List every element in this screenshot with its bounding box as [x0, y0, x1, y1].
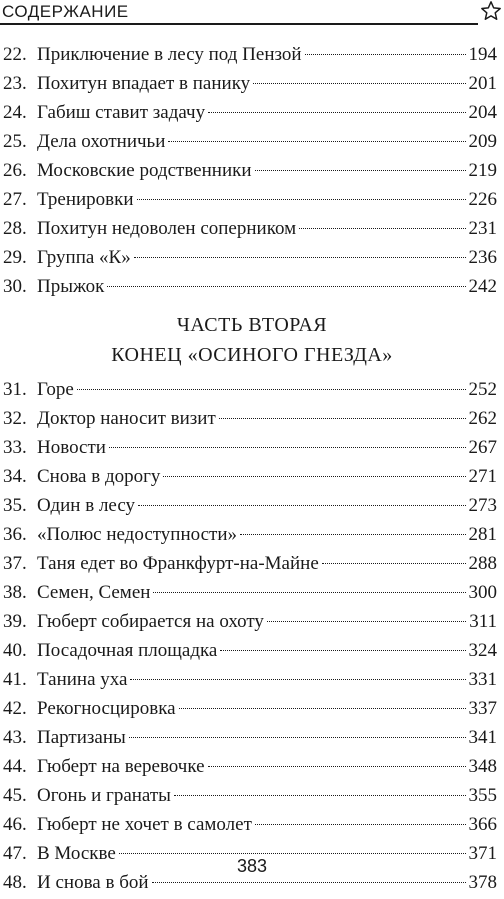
chapter-number: 32. [3, 408, 27, 429]
dot-leader [299, 228, 465, 229]
dot-leader [174, 795, 466, 796]
chapter-title: Габиш ставит задачу [37, 102, 206, 123]
chapter-page-number: 331 [468, 669, 497, 690]
chapter-number: 29. [3, 247, 27, 268]
chapter-title: Снова в дорогу [37, 466, 161, 487]
chapter-title: Новости [37, 437, 106, 458]
chapter-title: Посадочная площадка [37, 640, 218, 661]
chapter-page-number: 337 [468, 698, 497, 719]
chapter-number: 36. [3, 524, 27, 545]
toc-entry [0, 127, 504, 156]
chapter-title: Гюберт на веревочке [37, 756, 205, 777]
dot-leader [163, 476, 465, 477]
chapter-number: 37. [3, 553, 27, 574]
header-title: СОДЕРЖАНИЕ [2, 2, 129, 21]
chapter-number: 35. [3, 495, 27, 516]
toc-entry [0, 781, 504, 810]
toc-entry [0, 520, 504, 549]
chapter-number: 39. [3, 611, 27, 632]
part-two-title: ЧАСТЬ ВТОРАЯ [176, 314, 328, 336]
chapter-title: Партизаны [37, 727, 126, 748]
toc-list-part-two [0, 375, 504, 897]
chapter-title: Похитун недоволен соперником [37, 218, 297, 239]
chapter-title: Похитун впадает в панику [37, 73, 251, 94]
chapter-number: 27. [3, 189, 27, 210]
chapter-number: 42. [3, 698, 27, 719]
chapter-title: Гюберт собирается на охоту [37, 611, 264, 632]
chapter-title: В Москве [37, 843, 116, 864]
chapter-number: 31. [3, 379, 27, 400]
chapter-page-number: 273 [468, 495, 497, 516]
chapter-page-number: 219 [468, 160, 497, 181]
chapter-title: Танина уха [37, 669, 128, 690]
toc-entry [0, 810, 504, 839]
chapter-number: 23. [3, 73, 27, 94]
chapter-title: Рекогносцировка [37, 698, 176, 719]
chapter-title: Горе [37, 379, 74, 400]
chapter-number: 22. [3, 44, 27, 65]
chapter-page-number: 262 [468, 408, 497, 429]
toc-entry [0, 549, 504, 578]
chapter-number: 38. [3, 582, 27, 603]
star-outline-icon [480, 0, 502, 22]
chapter-page-number: 311 [469, 611, 497, 632]
toc-entry [0, 214, 504, 243]
chapter-title: Дела охотничьи [37, 131, 166, 152]
dot-leader [137, 199, 466, 200]
chapter-number: 26. [3, 160, 27, 181]
dot-leader [305, 54, 466, 55]
chapter-number: 24. [3, 102, 27, 123]
dot-leader [77, 389, 466, 390]
chapter-page-number: 281 [468, 524, 497, 545]
toc-entry [0, 375, 504, 404]
dot-leader [219, 418, 466, 419]
toc-entry [0, 752, 504, 781]
chapter-page-number: 366 [468, 814, 497, 835]
chapter-page-number: 242 [468, 276, 497, 297]
chapter-page-number: 209 [468, 131, 497, 152]
dot-leader [129, 737, 466, 738]
toc-list-part-one [0, 40, 504, 301]
dot-leader [322, 563, 466, 564]
chapter-title: Огонь и гранаты [37, 785, 171, 806]
chapter-number: 25. [3, 131, 27, 152]
chapter-page-number: 355 [468, 785, 497, 806]
chapter-number: 44. [3, 756, 27, 777]
dot-leader [267, 621, 466, 622]
part-two-heading [0, 310, 504, 370]
chapter-page-number: 288 [468, 553, 497, 574]
dot-leader [134, 257, 466, 258]
dot-leader [168, 141, 465, 142]
dot-leader [109, 447, 466, 448]
toc-entry [0, 156, 504, 185]
chapter-title: Таня едет во Франкфурт-на-Майне [37, 553, 319, 574]
chapter-page-number: 324 [468, 640, 497, 661]
chapter-page-number: 252 [468, 379, 497, 400]
chapter-number: 46. [3, 814, 27, 835]
chapter-title: Тренировки [37, 189, 134, 210]
toc-entry [0, 665, 504, 694]
dot-leader [179, 708, 466, 709]
chapter-page-number: 267 [468, 437, 497, 458]
chapter-number: 48. [3, 872, 27, 893]
chapter-number: 30. [3, 276, 27, 297]
chapter-number: 34. [3, 466, 27, 487]
dot-leader [152, 882, 466, 883]
toc-entry [0, 404, 504, 433]
toc-entry [0, 243, 504, 272]
chapter-page-number: 201 [468, 73, 497, 94]
toc-entry [0, 433, 504, 462]
chapter-page-number: 194 [468, 44, 497, 65]
chapter-page-number: 231 [468, 218, 497, 239]
toc-entry [0, 694, 504, 723]
dot-leader [208, 112, 465, 113]
dot-leader [253, 83, 465, 84]
dot-leader [153, 592, 465, 593]
dot-leader [220, 650, 465, 651]
toc-entry [0, 491, 504, 520]
dot-leader [138, 505, 465, 506]
chapter-title: Приключение в лесу под Пензой [37, 44, 302, 65]
chapter-title: Семен, Семен [37, 582, 151, 603]
chapter-number: 40. [3, 640, 27, 661]
chapter-page-number: 300 [468, 582, 497, 603]
chapter-page-number: 341 [468, 727, 497, 748]
dot-leader [240, 534, 465, 535]
chapter-title: Один в лесу [37, 495, 136, 516]
chapter-page-number: 271 [468, 466, 497, 487]
chapter-title: Доктор наносит визит [37, 408, 216, 429]
dot-leader [255, 824, 466, 825]
chapter-page-number: 378 [468, 872, 497, 893]
chapter-number: 28. [3, 218, 27, 239]
dot-leader [130, 679, 465, 680]
chapter-number: 41. [3, 669, 27, 690]
toc-entry [0, 98, 504, 127]
chapter-page-number: 204 [468, 102, 497, 123]
toc-entry [0, 607, 504, 636]
dot-leader [208, 766, 466, 767]
chapter-number: 47. [3, 843, 27, 864]
header-rule [0, 23, 478, 25]
toc-entry [0, 462, 504, 491]
chapter-page-number: 371 [468, 843, 497, 864]
part-two-subtitle: КОНЕЦ «ОСИНОГО ГНЕЗДА» [111, 344, 393, 366]
chapter-title: «Полюс недоступности» [37, 524, 238, 545]
toc-entry [0, 185, 504, 214]
toc-entry [0, 69, 504, 98]
chapter-page-number: 236 [468, 247, 497, 268]
chapter-number: 33. [3, 437, 27, 458]
dot-leader [119, 853, 466, 854]
chapter-title: Группа «К» [37, 247, 131, 268]
toc-entry [0, 272, 504, 301]
toc-entry [0, 40, 504, 69]
dot-leader [107, 286, 465, 287]
chapter-title: Московские родственники [37, 160, 252, 181]
chapter-page-number: 348 [468, 756, 497, 777]
toc-entry [0, 578, 504, 607]
toc-entry [0, 636, 504, 665]
chapter-page-number: 226 [468, 189, 497, 210]
dot-leader [255, 170, 466, 171]
chapter-title: И снова в бой [37, 872, 149, 893]
page-number: 383 [236, 856, 268, 876]
running-header [0, 0, 504, 28]
chapter-title: Прыжок [37, 276, 105, 297]
chapter-title: Гюберт не хочет в самолет [37, 814, 252, 835]
chapter-number: 45. [3, 785, 27, 806]
chapter-number: 43. [3, 727, 27, 748]
toc-entry [0, 723, 504, 752]
